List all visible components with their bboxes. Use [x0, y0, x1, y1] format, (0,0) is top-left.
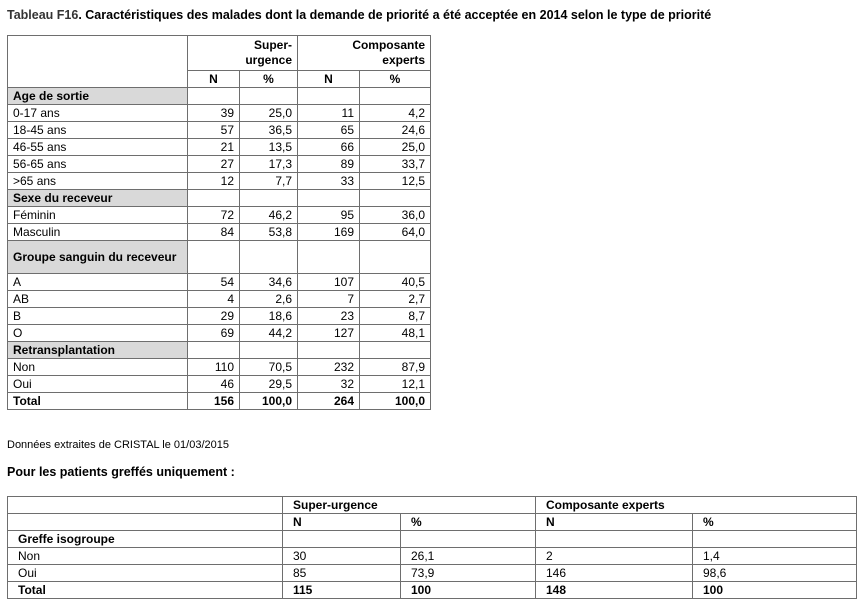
- row-label: 56-65 ans: [8, 156, 188, 173]
- value-cell: 54: [188, 274, 240, 291]
- value-cell: 30: [283, 548, 401, 565]
- group-header-composante-experts: Composante experts: [298, 36, 431, 71]
- value-cell: 4: [188, 291, 240, 308]
- value-cell: 2,6: [240, 291, 298, 308]
- value-cell: 73,9: [401, 565, 536, 582]
- empty-cell: [298, 88, 360, 105]
- section-label: Age de sortie: [8, 88, 188, 105]
- value-cell: 70,5: [240, 359, 298, 376]
- empty-cell: [8, 514, 283, 531]
- value-cell: 4,2: [360, 105, 431, 122]
- section-label: Sexe du receveur: [8, 190, 188, 207]
- value-cell: 53,8: [240, 224, 298, 241]
- empty-cell: [360, 88, 431, 105]
- value-cell: 29: [188, 308, 240, 325]
- empty-cell: [240, 190, 298, 207]
- empty-cell: [240, 241, 298, 274]
- total-label: Total: [8, 582, 283, 599]
- value-cell: 24,6: [360, 122, 431, 139]
- total-value-cell: 264: [298, 393, 360, 410]
- header-corner-cell: [8, 36, 188, 88]
- value-cell: 95: [298, 207, 360, 224]
- total-value-cell: 100,0: [240, 393, 298, 410]
- value-cell: 13,5: [240, 139, 298, 156]
- value-cell: 98,6: [693, 565, 857, 582]
- value-cell: 34,6: [240, 274, 298, 291]
- value-cell: 27: [188, 156, 240, 173]
- group-header-composante-experts: Composante experts: [536, 497, 857, 514]
- total-value-cell: 115: [283, 582, 401, 599]
- section-label: Greffe isogroupe: [8, 531, 283, 548]
- group-header-super-urgence: Super- urgence: [188, 36, 298, 71]
- table-row: [8, 105, 431, 122]
- value-cell: 7,7: [240, 173, 298, 190]
- value-cell: 26,1: [401, 548, 536, 565]
- value-cell: 17,3: [240, 156, 298, 173]
- value-cell: 25,0: [360, 139, 431, 156]
- table-row: [8, 359, 431, 376]
- total-value-cell: 100: [401, 582, 536, 599]
- value-cell: 85: [283, 565, 401, 582]
- section-row: [8, 342, 431, 359]
- data-source-note: Données extraites de CRISTAL le 01/03/2015: [7, 439, 229, 451]
- section-row: [8, 190, 431, 207]
- row-label: Masculin: [8, 224, 188, 241]
- value-cell: 232: [298, 359, 360, 376]
- row-label: Féminin: [8, 207, 188, 224]
- table-row: [8, 122, 431, 139]
- row-label: 46-55 ans: [8, 139, 188, 156]
- value-cell: 48,1: [360, 325, 431, 342]
- total-row: [8, 393, 431, 410]
- subheader-cell: N: [283, 514, 401, 531]
- table-row: [8, 224, 431, 241]
- value-cell: 110: [188, 359, 240, 376]
- value-cell: 46,2: [240, 207, 298, 224]
- table-row: [8, 139, 431, 156]
- header-row: [8, 497, 857, 514]
- value-cell: 46: [188, 376, 240, 393]
- value-cell: 40,5: [360, 274, 431, 291]
- row-label: Oui: [8, 565, 283, 582]
- value-cell: 2: [536, 548, 693, 565]
- value-cell: 12: [188, 173, 240, 190]
- row-label: AB: [8, 291, 188, 308]
- row-label: Non: [8, 548, 283, 565]
- row-label: 18-45 ans: [8, 122, 188, 139]
- value-cell: 32: [298, 376, 360, 393]
- subheader-cell: %: [401, 514, 536, 531]
- value-cell: 36,0: [360, 207, 431, 224]
- empty-cell: [298, 241, 360, 274]
- empty-cell: [188, 342, 240, 359]
- table-title: [7, 8, 711, 22]
- table-row: [8, 565, 857, 582]
- empty-cell: [360, 190, 431, 207]
- row-label: B: [8, 308, 188, 325]
- section-row: [8, 531, 857, 548]
- value-cell: 21: [188, 139, 240, 156]
- value-cell: 25,0: [240, 105, 298, 122]
- empty-cell: [360, 241, 431, 274]
- empty-cell: [693, 531, 857, 548]
- table-title-prefix: Tableau F16: [7, 8, 79, 22]
- value-cell: 107: [298, 274, 360, 291]
- empty-cell: [298, 342, 360, 359]
- section-row: [8, 88, 431, 105]
- empty-cell: [401, 531, 536, 548]
- value-cell: 169: [298, 224, 360, 241]
- subheader-cell: N: [188, 71, 240, 88]
- value-cell: 12,5: [360, 173, 431, 190]
- value-cell: 2,7: [360, 291, 431, 308]
- row-label: A: [8, 274, 188, 291]
- value-cell: 23: [298, 308, 360, 325]
- value-cell: 12,1: [360, 376, 431, 393]
- value-cell: 7: [298, 291, 360, 308]
- total-value-cell: 100,0: [360, 393, 431, 410]
- value-cell: 87,9: [360, 359, 431, 376]
- value-cell: 44,2: [240, 325, 298, 342]
- empty-cell: [283, 531, 401, 548]
- table-row: [8, 274, 431, 291]
- empty-cell: [188, 88, 240, 105]
- value-cell: 64,0: [360, 224, 431, 241]
- table-row: [8, 308, 431, 325]
- table-title-text: . Caractéristiques des malades dont la demande de priorité a été acceptée en 2014 selon le type de priorité: [78, 8, 712, 22]
- row-label: 0-17 ans: [8, 105, 188, 122]
- grafted-patients-subtitle: Pour les patients greffés uniquement :: [7, 465, 235, 479]
- empty-cell: [360, 342, 431, 359]
- value-cell: 89: [298, 156, 360, 173]
- value-cell: 66: [298, 139, 360, 156]
- empty-cell: [298, 190, 360, 207]
- value-cell: 33: [298, 173, 360, 190]
- value-cell: 8,7: [360, 308, 431, 325]
- total-value-cell: 148: [536, 582, 693, 599]
- group-header-super-urgence: Super-urgence: [283, 497, 536, 514]
- total-value-cell: 100: [693, 582, 857, 599]
- value-cell: 11: [298, 105, 360, 122]
- header-corner-cell: [8, 497, 283, 514]
- value-cell: 146: [536, 565, 693, 582]
- table-row: [8, 156, 431, 173]
- empty-cell: [240, 88, 298, 105]
- row-label: >65 ans: [8, 173, 188, 190]
- value-cell: 29,5: [240, 376, 298, 393]
- row-label: O: [8, 325, 188, 342]
- subheader-row: [8, 514, 857, 531]
- table-row: [8, 291, 431, 308]
- subheader-cell: N: [298, 71, 360, 88]
- section-row: [8, 241, 431, 274]
- value-cell: 57: [188, 122, 240, 139]
- table-row: [8, 325, 431, 342]
- value-cell: 36,5: [240, 122, 298, 139]
- subheader-cell: %: [693, 514, 857, 531]
- section-label: Retransplantation: [8, 342, 188, 359]
- subheader-cell: %: [360, 71, 431, 88]
- section-label: Groupe sanguin du receveur: [8, 241, 188, 274]
- value-cell: 33,7: [360, 156, 431, 173]
- total-label: Total: [8, 393, 188, 410]
- table-row: [8, 548, 857, 565]
- header-row: [8, 36, 431, 71]
- table-row: [8, 376, 431, 393]
- value-cell: 69: [188, 325, 240, 342]
- value-cell: 84: [188, 224, 240, 241]
- subheader-cell: %: [240, 71, 298, 88]
- subheader-cell: N: [536, 514, 693, 531]
- table-row: [8, 173, 431, 190]
- empty-cell: [536, 531, 693, 548]
- value-cell: 1,4: [693, 548, 857, 565]
- value-cell: 65: [298, 122, 360, 139]
- empty-cell: [240, 342, 298, 359]
- empty-cell: [188, 190, 240, 207]
- isogroup-graft-table: [7, 496, 857, 599]
- row-label: Oui: [8, 376, 188, 393]
- value-cell: 18,6: [240, 308, 298, 325]
- value-cell: 72: [188, 207, 240, 224]
- table-row: [8, 207, 431, 224]
- value-cell: 127: [298, 325, 360, 342]
- empty-cell: [188, 241, 240, 274]
- total-value-cell: 156: [188, 393, 240, 410]
- priority-characteristics-table: [7, 35, 431, 410]
- row-label: Non: [8, 359, 188, 376]
- total-row: [8, 582, 857, 599]
- value-cell: 39: [188, 105, 240, 122]
